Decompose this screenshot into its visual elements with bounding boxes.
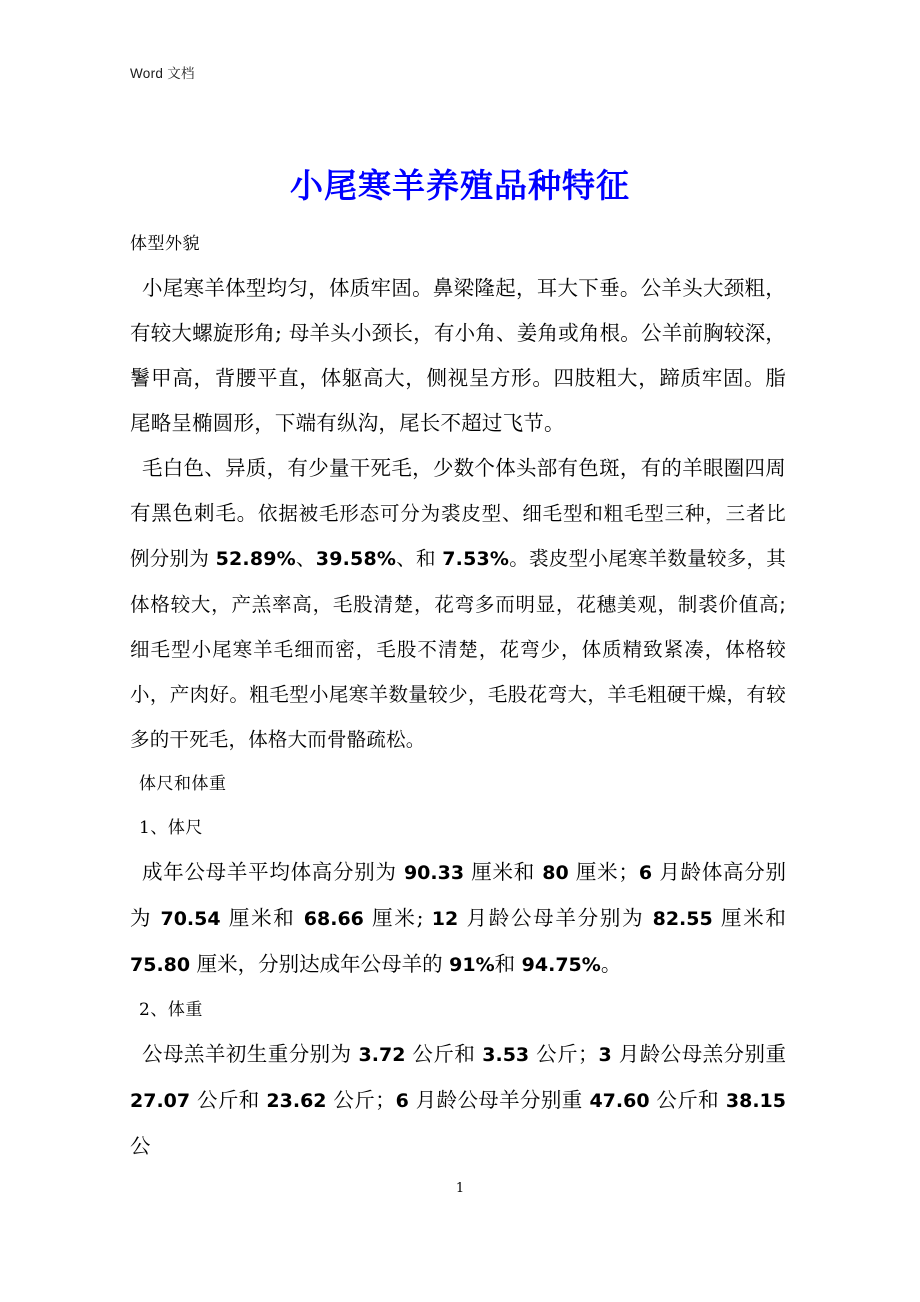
size-text-i: 厘米，分别达成年公母羊的 [190,952,450,976]
section-heading-measurements: 体尺和体重 [139,774,227,794]
size-value-adult-female-height: 80 [542,862,569,884]
size-text-h: 厘米和 [712,906,786,930]
wool-ratio-separator-2: 、和 [396,547,443,570]
wool-description-text: 毛白色、异质，有少量干死毛，少数个体头部有色斑，有的羊眼圈四周有黑色刺毛。 [130,456,786,525]
size-value-male-percent: 91% [449,954,495,976]
weight-text-e: 公斤和 [190,1088,267,1112]
weight-value-3mo-female: 23.62 [266,1090,327,1112]
size-value-adult-male-height: 90.33 [403,862,465,884]
weight-text-f: 公斤； [326,1088,396,1112]
weight-text-i: 公 [130,1134,151,1158]
weight-value-age-3-months: 3 [598,1044,612,1066]
weight-value-age-6-months: 6 [395,1090,409,1112]
paragraph-body-size [130,850,786,988]
footer-page-number: 1 [455,1181,465,1196]
weight-text-b: 公斤和 [405,1042,483,1066]
size-value-age-12-months: 12 [431,908,459,930]
weight-value-birth-male: 3.72 [358,1044,406,1066]
weight-value-birth-female: 3.53 [482,1044,530,1066]
sub-heading-body-weight: 2、体重 [139,1000,203,1020]
wool-type-detail-text: 。裘皮型小尾寒羊数量较多，其体格较大，产羔率高，毛股清楚，花弯多而明显，花穗美观，制裘价值高; 细毛型小尾寒羊毛细而密，毛股不清楚，花弯少，体质精致紧凑，体格较小，产肉好。粗毛型小尾寒羊数量较少，毛股花弯大，羊毛粗硬干燥，有较多的干死毛，体格大而骨骼疏松。 [130,547,786,751]
section-heading-appearance: 体型外貌 [130,234,200,254]
size-value-6mo-male-height: 70.54 [160,908,221,930]
weight-value-6mo-female: 38.15 [725,1090,786,1112]
size-value-female-percent: 94.75% [521,954,601,976]
size-text-k: 。 [600,952,622,976]
paragraph-appearance-1 [130,266,786,446]
weight-value-6mo-male: 47.60 [589,1090,650,1112]
wool-ratio-value-2: 39.58% [315,548,397,570]
weight-text-a: 公母羔羊初生重分别为 [142,1042,359,1066]
running-header: Word 文档 [130,66,195,81]
size-text-f: 厘米; [363,906,432,930]
weight-text-h: 公斤和 [649,1088,726,1112]
size-value-age-6-months: 6 [638,862,653,884]
size-text-e: 厘米和 [220,906,304,930]
wool-ratio-value-3: 7.53% [442,548,510,570]
weight-text-d: 月龄公母羔分别重 [611,1042,786,1066]
size-text-d: 月龄体高分别为 [130,860,786,930]
size-text-b: 厘米和 [464,860,543,884]
weight-text-c: 公斤； [529,1042,599,1066]
wool-type-intro-text: 依据被毛形态可分为裘皮型、细毛型和粗毛型三种，三者比例分别为 [130,502,787,570]
size-text-g: 月龄公母羊分别为 [458,906,653,930]
page-title: 小尾寒羊养殖品种特征 [290,166,630,206]
size-value-12mo-male-height: 82.55 [652,908,713,930]
size-text-c: 厘米； [568,860,639,884]
sub-heading-body-size: 1、体尺 [139,818,203,838]
size-text-a: 成年公母羊平均体高分别为 [142,860,404,884]
weight-value-3mo-male: 27.07 [130,1090,191,1112]
paragraph-appearance-2 [130,446,786,762]
document-body [130,222,786,1169]
weight-text-g: 月龄公母羊分别重 [408,1088,590,1112]
wool-ratio-value-1: 52.89% [215,548,296,570]
paragraph-body-weight [130,1032,786,1169]
size-value-12mo-female-height: 75.80 [130,954,191,976]
size-text-j: 和 [494,952,522,976]
paragraph-appearance-1-text: 小尾寒羊体型均匀，体质牢固。鼻梁隆起，耳大下垂。公羊头大颈粗，有较大螺旋形角; 母羊头小颈长，有小角、姜角或角根。公羊前胸较深，鬐甲高，背腰平直，体躯高大，侧视呈方形。四肢粗大，蹄质牢固。脂尾略呈椭圆形，下端有纵沟，尾长不超过飞节。 [130,276,786,435]
size-value-6mo-female-height: 68.66 [303,908,364,930]
wool-ratio-separator-1: 、 [295,547,316,570]
